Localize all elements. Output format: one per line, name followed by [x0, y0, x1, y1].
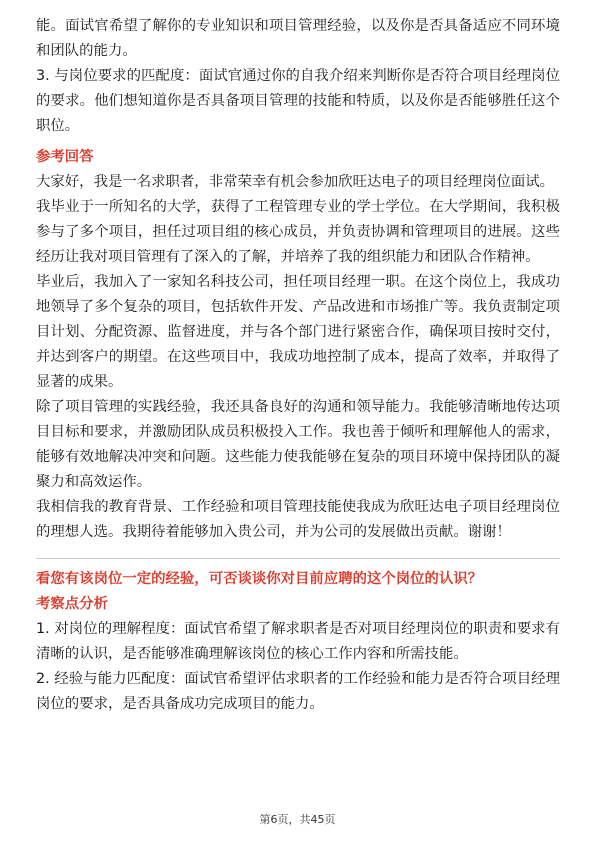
document-page [36, 14, 560, 717]
analysis-item-3: 3. 与岗位要求的匹配度：面试官通过你的自我介绍来判断你是否符合项目经理岗位的要求。他们想知道你是否具备项目管理的技能和特质，以及你是否能够胜任这个职位。 [36, 68, 560, 134]
answer-paragraph-4: 除了项目管理的实践经验，我还具备良好的沟通和领导能力。我能够清晰地传达项目目标和要求，并激励团队成员积极投入工作。我也善于倾听和理解他人的需求，能够有效地解决冲突和问题。这些能力使我能够在复杂的项目环境中保持团队的凝聚力和高效运作。 [36, 399, 560, 490]
answer-paragraph-1: 大家好，我是一名求职者，非常荣幸有机会参加欣旺达电子的项目经理岗位面试。 [36, 174, 555, 190]
analysis-item-1: 1. 对岗位的理解程度：面试官希望了解求职者是否对项目经理岗位的职责和要求有清晰的认识，是否能够准确理解该岗位的核心工作内容和所需技能。 [36, 621, 560, 662]
answer-paragraph-5: 我相信我的教育背景、工作经验和项目管理技能使我成为欣旺达电子项目经理岗位的理想人选。我期待着能够加入贵公司，并为公司的发展做出贡献。谢谢！ [36, 499, 560, 540]
question-title: 看您有该岗位一定的经验，可否谈谈你对目前应聘的这个岗位的认识？ [36, 571, 483, 587]
answer-paragraph-3: 毕业后，我加入了一家知名科技公司，担任项目经理一职。在这个岗位上，我成功地领导了多个复杂的项目，包括软件开发、产品改进和市场推广等。我负责制定项目计划、分配资源、监督进度，并与各个部门进行紧密合作，确保项目按时交付，并达到客户的期望。在这些项目中，我成功地控制了成本，提高了效率，并取得了显著的成果。 [36, 274, 560, 390]
analysis-heading: 考察点分析 [36, 596, 108, 612]
analysis-item-2: 2. 经验与能力匹配度：面试官希望评估求职者的工作经验和能力是否符合项目经理岗位的要求，是否具备成功完成项目的能力。 [36, 671, 560, 712]
section-divider [36, 558, 560, 559]
page-number: 第6页，共45页 [259, 813, 336, 826]
paragraph-continuation: 能。面试官希望了解你的专业知识和项目管理经验，以及你是否具备适应不同环境和团队的能力。 [36, 18, 560, 59]
answer-heading: 参考回答 [36, 149, 94, 165]
answer-paragraph-2: 我毕业于一所知名的大学，获得了工程管理专业的学士学位。在大学期间，我积极参与了多个项目，担任过项目组的核心成员，并负责协调和管理项目的进展。这些经历让我对项目管理有了深入的了解，并培养了我的组织能力和团队合作精神。 [36, 199, 560, 265]
